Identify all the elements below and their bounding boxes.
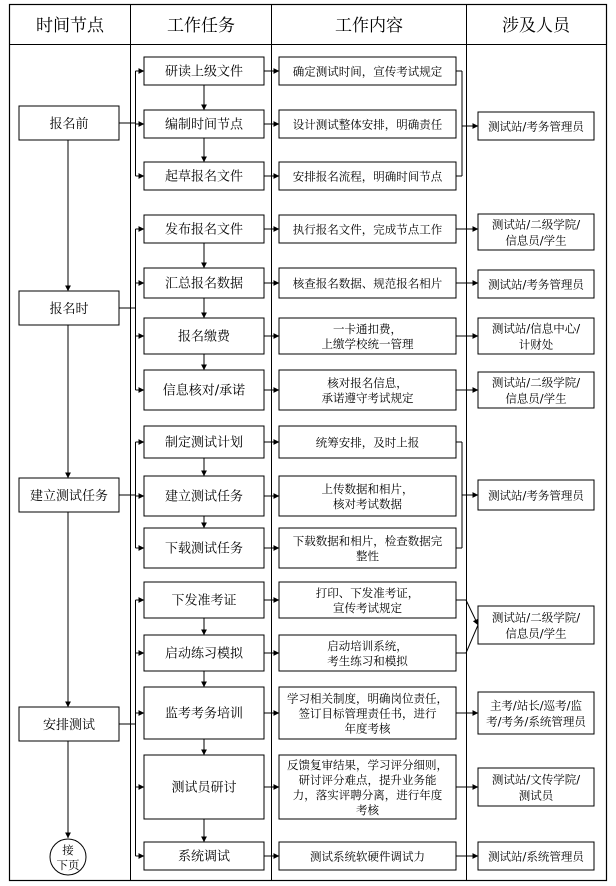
next-page-text: 下页 [56, 858, 80, 872]
task-label: 研读上级文件 [164, 64, 244, 80]
content-text: 宣传考试规定 [333, 601, 402, 615]
task-label: 建立测试任务 [164, 489, 244, 505]
content-text: 承诺遵守考试规定 [321, 391, 414, 405]
task-label: 下发准考证 [171, 593, 237, 609]
content-text: 反馈复审结果，学习评分细则， [287, 758, 448, 772]
content-text: 研讨评分难点，提升业务能 [298, 773, 437, 787]
content-text: 考生练习和模拟 [327, 654, 408, 668]
task-label: 制定测试计划 [164, 435, 244, 451]
people-text: 计财处 [518, 337, 554, 352]
content-text: 设计测试整体安排，明确责任 [292, 117, 443, 132]
task-label: 启动练习模拟 [164, 646, 244, 662]
people-text: 测试站/二级学院/ [491, 217, 581, 232]
bracket-line [466, 625, 478, 653]
people-text: 测试站/系统管理员 [488, 849, 584, 864]
people-text: 测试站/信息中心/ [491, 321, 581, 336]
content-text: 统筹安排，及时上报 [315, 435, 420, 450]
content-text: 安排报名流程，明确时间节点 [292, 169, 443, 184]
people-text: 测试站/考务管理员 [488, 277, 584, 292]
task-label: 编制时间节点 [164, 117, 244, 133]
people-text: 测试站/二级学院/ [491, 375, 581, 390]
people-text: 考/考务/系统管理员 [486, 714, 586, 729]
task-label: 信息核对/承诺 [162, 383, 246, 399]
header-content: 工作内容 [335, 16, 403, 36]
content-text: 考核 [356, 803, 379, 817]
people-text: 测试站/二级学院/ [491, 610, 581, 625]
header-time: 时间节点 [36, 16, 104, 36]
content-text: 核对考试数据 [333, 497, 402, 511]
content-text: 学习相关制度，明确岗位责任， [287, 691, 448, 706]
people-text: 测试站/文传学院/ [491, 772, 581, 787]
people-text: 信息员/学生 [505, 233, 567, 248]
people-text: 测试员 [518, 788, 554, 803]
content-text: 启动培训系统， [327, 639, 408, 653]
next-page-text: 接 [62, 843, 74, 857]
task-label: 发布报名文件 [164, 222, 244, 238]
content-text: 上缴学校统一管理 [321, 337, 414, 351]
task-label: 监考考务培训 [164, 706, 244, 722]
phase-label: 报名时 [49, 302, 89, 317]
content-text: 核对报名信息， [327, 376, 408, 390]
content-text: 核查报名数据、规范报名相片 [292, 276, 443, 291]
people-text: 测试站/考务管理员 [488, 488, 584, 503]
content-text: 执行报名文件，完成节点工作 [292, 222, 443, 237]
task-label: 系统调试 [177, 849, 231, 865]
content-text: 上传数据和相片， [321, 482, 414, 496]
content-text: 签订目标管理责任书，进行 [298, 706, 437, 721]
content-text: 确定测试时间，宣传考试规定 [292, 64, 443, 79]
phase-label: 建立测试任务 [29, 489, 109, 504]
content-text: 一卡通扣费， [333, 322, 402, 336]
task-label: 报名缴费 [177, 329, 231, 345]
people-text: 主考/站长/巡考/监 [489, 698, 583, 713]
task-label: 汇总报名数据 [164, 276, 244, 292]
people-text: 信息员/学生 [505, 391, 567, 406]
content-text: 打印、下发准考证， [315, 586, 420, 600]
content-text: 测试系统软硬件调试力 [310, 849, 425, 864]
people-text: 测试站/考务管理员 [488, 119, 584, 134]
content-text: 下载数据和相片，检查数据完 [292, 534, 443, 548]
phase-label: 报名前 [49, 117, 89, 132]
task-label: 下载测试任务 [164, 541, 244, 557]
content-text: 年度考核 [344, 721, 391, 736]
task-label: 测试员研讨 [171, 780, 237, 796]
header-task: 工作任务 [167, 16, 235, 36]
phase-label: 安排测试 [42, 718, 96, 733]
people-text: 信息员/学生 [505, 626, 567, 641]
content-text: 整性 [356, 549, 379, 563]
people-arrow [466, 600, 478, 625]
header-people: 涉及人员 [502, 16, 570, 36]
task-label: 起草报名文件 [164, 169, 244, 185]
content-text: 力，落实评聘分离，进行年度 [292, 788, 443, 802]
